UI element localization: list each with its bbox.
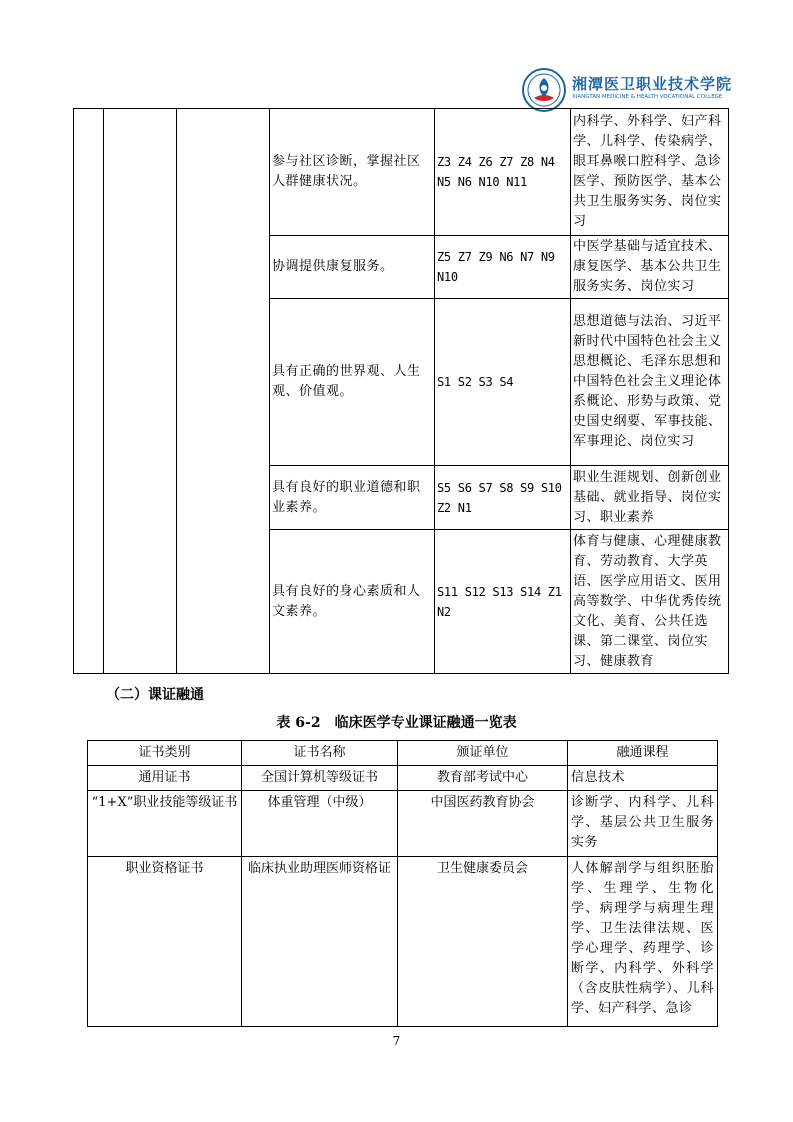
course-cell: 思想道德与法治、习近平新时代中国特色社会主义思想概论、毛泽东思想和中国特色社会主义理论体系概论、形势与政策、党史国史纲要、军事技能、军事理论、岗位实习 (571, 299, 729, 466)
column-header: 证书名称 (242, 741, 398, 766)
table-caption: 表 6-2 临床医学专业课证融通一览表 (276, 715, 517, 731)
course-cell: 体育与健康、心理健康教育、劳动教育、大学英语、医学应用语文、医用高等数学、中华优秀传统文化、美育、公共任选课、第二课堂、岗位实习、健康教育 (571, 530, 729, 674)
curriculum-mapping-table (73, 108, 729, 674)
cert-name-cell: 体重管理（中级） (242, 791, 398, 857)
table-row (88, 857, 718, 1027)
requirement-cell: 协调提供康复服务。 (270, 236, 435, 299)
table-row (88, 766, 718, 791)
merged-cell (177, 109, 270, 674)
cert-name-cell: 全国计算机等级证书 (242, 766, 398, 791)
code-cell: S5 S6 S7 S8 S9 S10 Z2 N1 (435, 466, 571, 530)
issuer-cell: 教育部考试中心 (398, 766, 568, 791)
requirement-cell: 具有良好的职业道德和职业素养。 (270, 466, 435, 530)
certificate-course-table (87, 740, 718, 1027)
requirement-cell: 参与社区诊断，掌握社区人群健康状况。 (270, 109, 435, 236)
requirement-cell: 具有良好的身心素质和人文素养。 (270, 530, 435, 674)
issuer-cell: 中国医药教育协会 (398, 791, 568, 857)
page-number: 7 (392, 1034, 401, 1048)
course-cell: 信息技术 (568, 766, 718, 791)
column-header: 证书类别 (88, 741, 242, 766)
course-cell: 中医学基础与适宜技术、康复医学、基本公共卫生服务实务、岗位实习 (571, 236, 729, 299)
code-cell: Z3 Z4 Z6 Z7 Z8 N4 N5 N6 N10 N11 (435, 109, 571, 236)
college-emblem-icon (522, 68, 566, 112)
column-header: 颁证单位 (398, 741, 568, 766)
code-cell: Z5 Z7 Z9 N6 N7 N9 N10 (435, 236, 571, 299)
table-row (88, 791, 718, 857)
cert-type-cell: 职业资格证书 (88, 857, 242, 1027)
college-name-cn: 湘潭医卫职业技术学院 (572, 75, 733, 93)
code-cell: S1 S2 S3 S4 (435, 299, 571, 466)
section-heading: （二）课证融通 (106, 687, 204, 703)
code-cell: S11 S12 S13 S14 Z1 N2 (435, 530, 571, 674)
table-header-row (88, 741, 718, 766)
college-name-en: XIANGTAN MEDICINE & HEALTH VOCATIONAL COLLEGE (572, 94, 723, 100)
course-cell: 诊断学、内科学、儿科学、基层公共卫生服务实务 (568, 791, 718, 857)
cert-name-cell: 临床执业助理医师资格证 (242, 857, 398, 1027)
merged-cell (74, 109, 104, 674)
table-row (74, 109, 729, 236)
merged-cell (104, 109, 177, 674)
requirement-cell: 具有正确的世界观、人生观、价值观。 (270, 299, 435, 466)
course-cell: 人体解剖学与组织胚胎学、生理学、生物化学、病理学与病理生理学、卫生法律法规、医学心理学、药理学、诊断学、内科学、外科学（含皮肤性病学）、儿科学、妇产科学、急诊 (568, 857, 718, 1027)
cert-type-cell: 通用证书 (88, 766, 242, 791)
column-header: 融通课程 (568, 741, 718, 766)
course-cell: 职业生涯规划、创新创业基础、就业指导、岗位实习、职业素养 (571, 466, 729, 530)
issuer-cell: 卫生健康委员会 (398, 857, 568, 1027)
cert-type-cell: “1+X”职业技能等级证书 (88, 791, 242, 857)
course-cell: 内科学、外科学、妇产科学、儿科学、传染病学、眼耳鼻喉口腔科学、急诊医学、预防医学、基本公共卫生服务实务、岗位实习 (571, 109, 729, 236)
